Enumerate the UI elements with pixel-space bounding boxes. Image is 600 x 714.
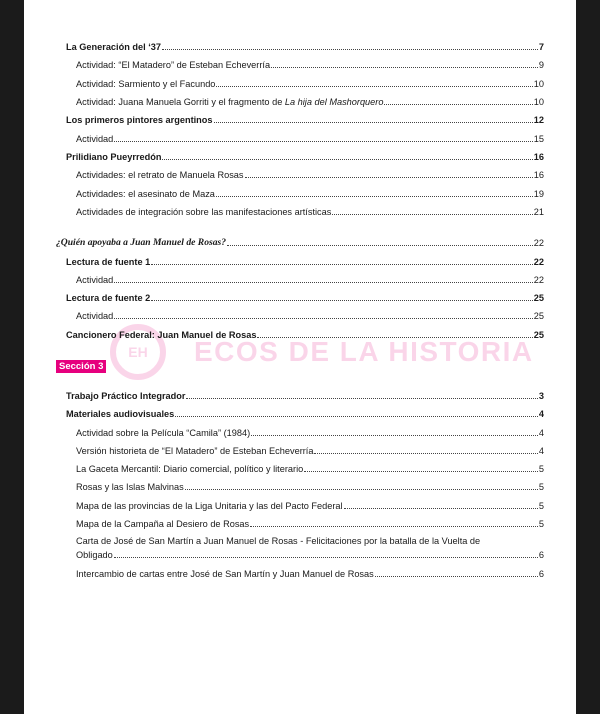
watermark-text: ECOS DE LA HISTORIA bbox=[194, 336, 534, 367]
toc-entry-carta-line2[interactable]: Obligado 6 bbox=[76, 550, 544, 560]
toc-entry-fuente-1[interactable]: Lectura de fuente 1 22 bbox=[66, 257, 544, 267]
toc-entry[interactable]: Actividad sobre la Película “Camila” (1984) 4 bbox=[76, 428, 544, 438]
toc-entry-intercambio[interactable]: Intercambio de cartas entre José de San Martín y Juan Manuel de Rosas 6 bbox=[76, 569, 544, 579]
toc-entry-primeros-pintores[interactable]: Los primeros pintores argentinos 12 bbox=[66, 115, 544, 125]
toc-entry[interactable]: Actividad: “El Matadero” de Esteban Echeverría 9 bbox=[76, 60, 544, 70]
toc-entry[interactable]: Actividad 25 bbox=[76, 311, 544, 321]
toc-entry[interactable]: Actividad: Juana Manuela Gorriti y el fragmento de La hija del Mashorquero 10 bbox=[76, 97, 544, 107]
document-page bbox=[24, 0, 576, 714]
toc-entry[interactable]: Actividades de integración sobre las manifestaciones artísticas 21 bbox=[76, 207, 544, 217]
toc-entry-generacion-37[interactable]: La Generación del ‘37 7 bbox=[66, 42, 544, 52]
watermark-logo: EH bbox=[110, 324, 166, 380]
toc-entry[interactable]: Mapa de las provincias de la Liga Unitaria y las del Pacto Federal 5 bbox=[76, 501, 544, 511]
toc-entry[interactable]: Mapa de la Campaña al Desiero de Rosas 5 bbox=[76, 519, 544, 529]
toc-entry[interactable]: Actividad: Sarmiento y el Facundo 10 bbox=[76, 79, 544, 89]
toc-entry-trabajo-practico[interactable]: Trabajo Práctico Integrador 3 bbox=[66, 391, 544, 401]
toc-entry-carta-line1[interactable]: Carta de José de San Martín a Juan Manuel de Rosas - Felicitaciones por la batalla de la Vuelta de bbox=[76, 536, 481, 546]
toc-entry-pueyrredon[interactable]: Prilidiano Pueyrredón 16 bbox=[66, 152, 544, 162]
toc-entry-fuente-2[interactable]: Lectura de fuente 2 25 bbox=[66, 293, 544, 303]
toc-entry[interactable]: Rosas y las Islas Malvinas 5 bbox=[76, 482, 544, 492]
section-label: Sección 3 bbox=[56, 360, 106, 373]
toc-entry-materiales[interactable]: Materiales audiovisuales 4 bbox=[66, 409, 544, 419]
toc-entry[interactable]: Versión historieta de “El Matadero” de Esteban Echeverría 4 bbox=[76, 446, 544, 456]
toc-heading-rosas[interactable]: ¿Quién apoyaba a Juan Manuel de Rosas? 22 bbox=[56, 237, 544, 248]
toc-entry[interactable]: Actividades: el asesinato de Maza 19 bbox=[76, 189, 544, 199]
toc-entry[interactable]: La Gaceta Mercantil: Diario comercial, político y literario 5 bbox=[76, 464, 544, 474]
toc-entry[interactable]: Actividades: el retrato de Manuela Rosas 16 bbox=[76, 170, 544, 180]
toc-entry-cancionero[interactable]: Cancionero Federal: Juan Manuel de Rosas 25 bbox=[66, 330, 544, 340]
toc-entry[interactable]: Actividad 22 bbox=[76, 275, 544, 285]
toc-entry[interactable]: Actividad 15 bbox=[76, 134, 544, 144]
